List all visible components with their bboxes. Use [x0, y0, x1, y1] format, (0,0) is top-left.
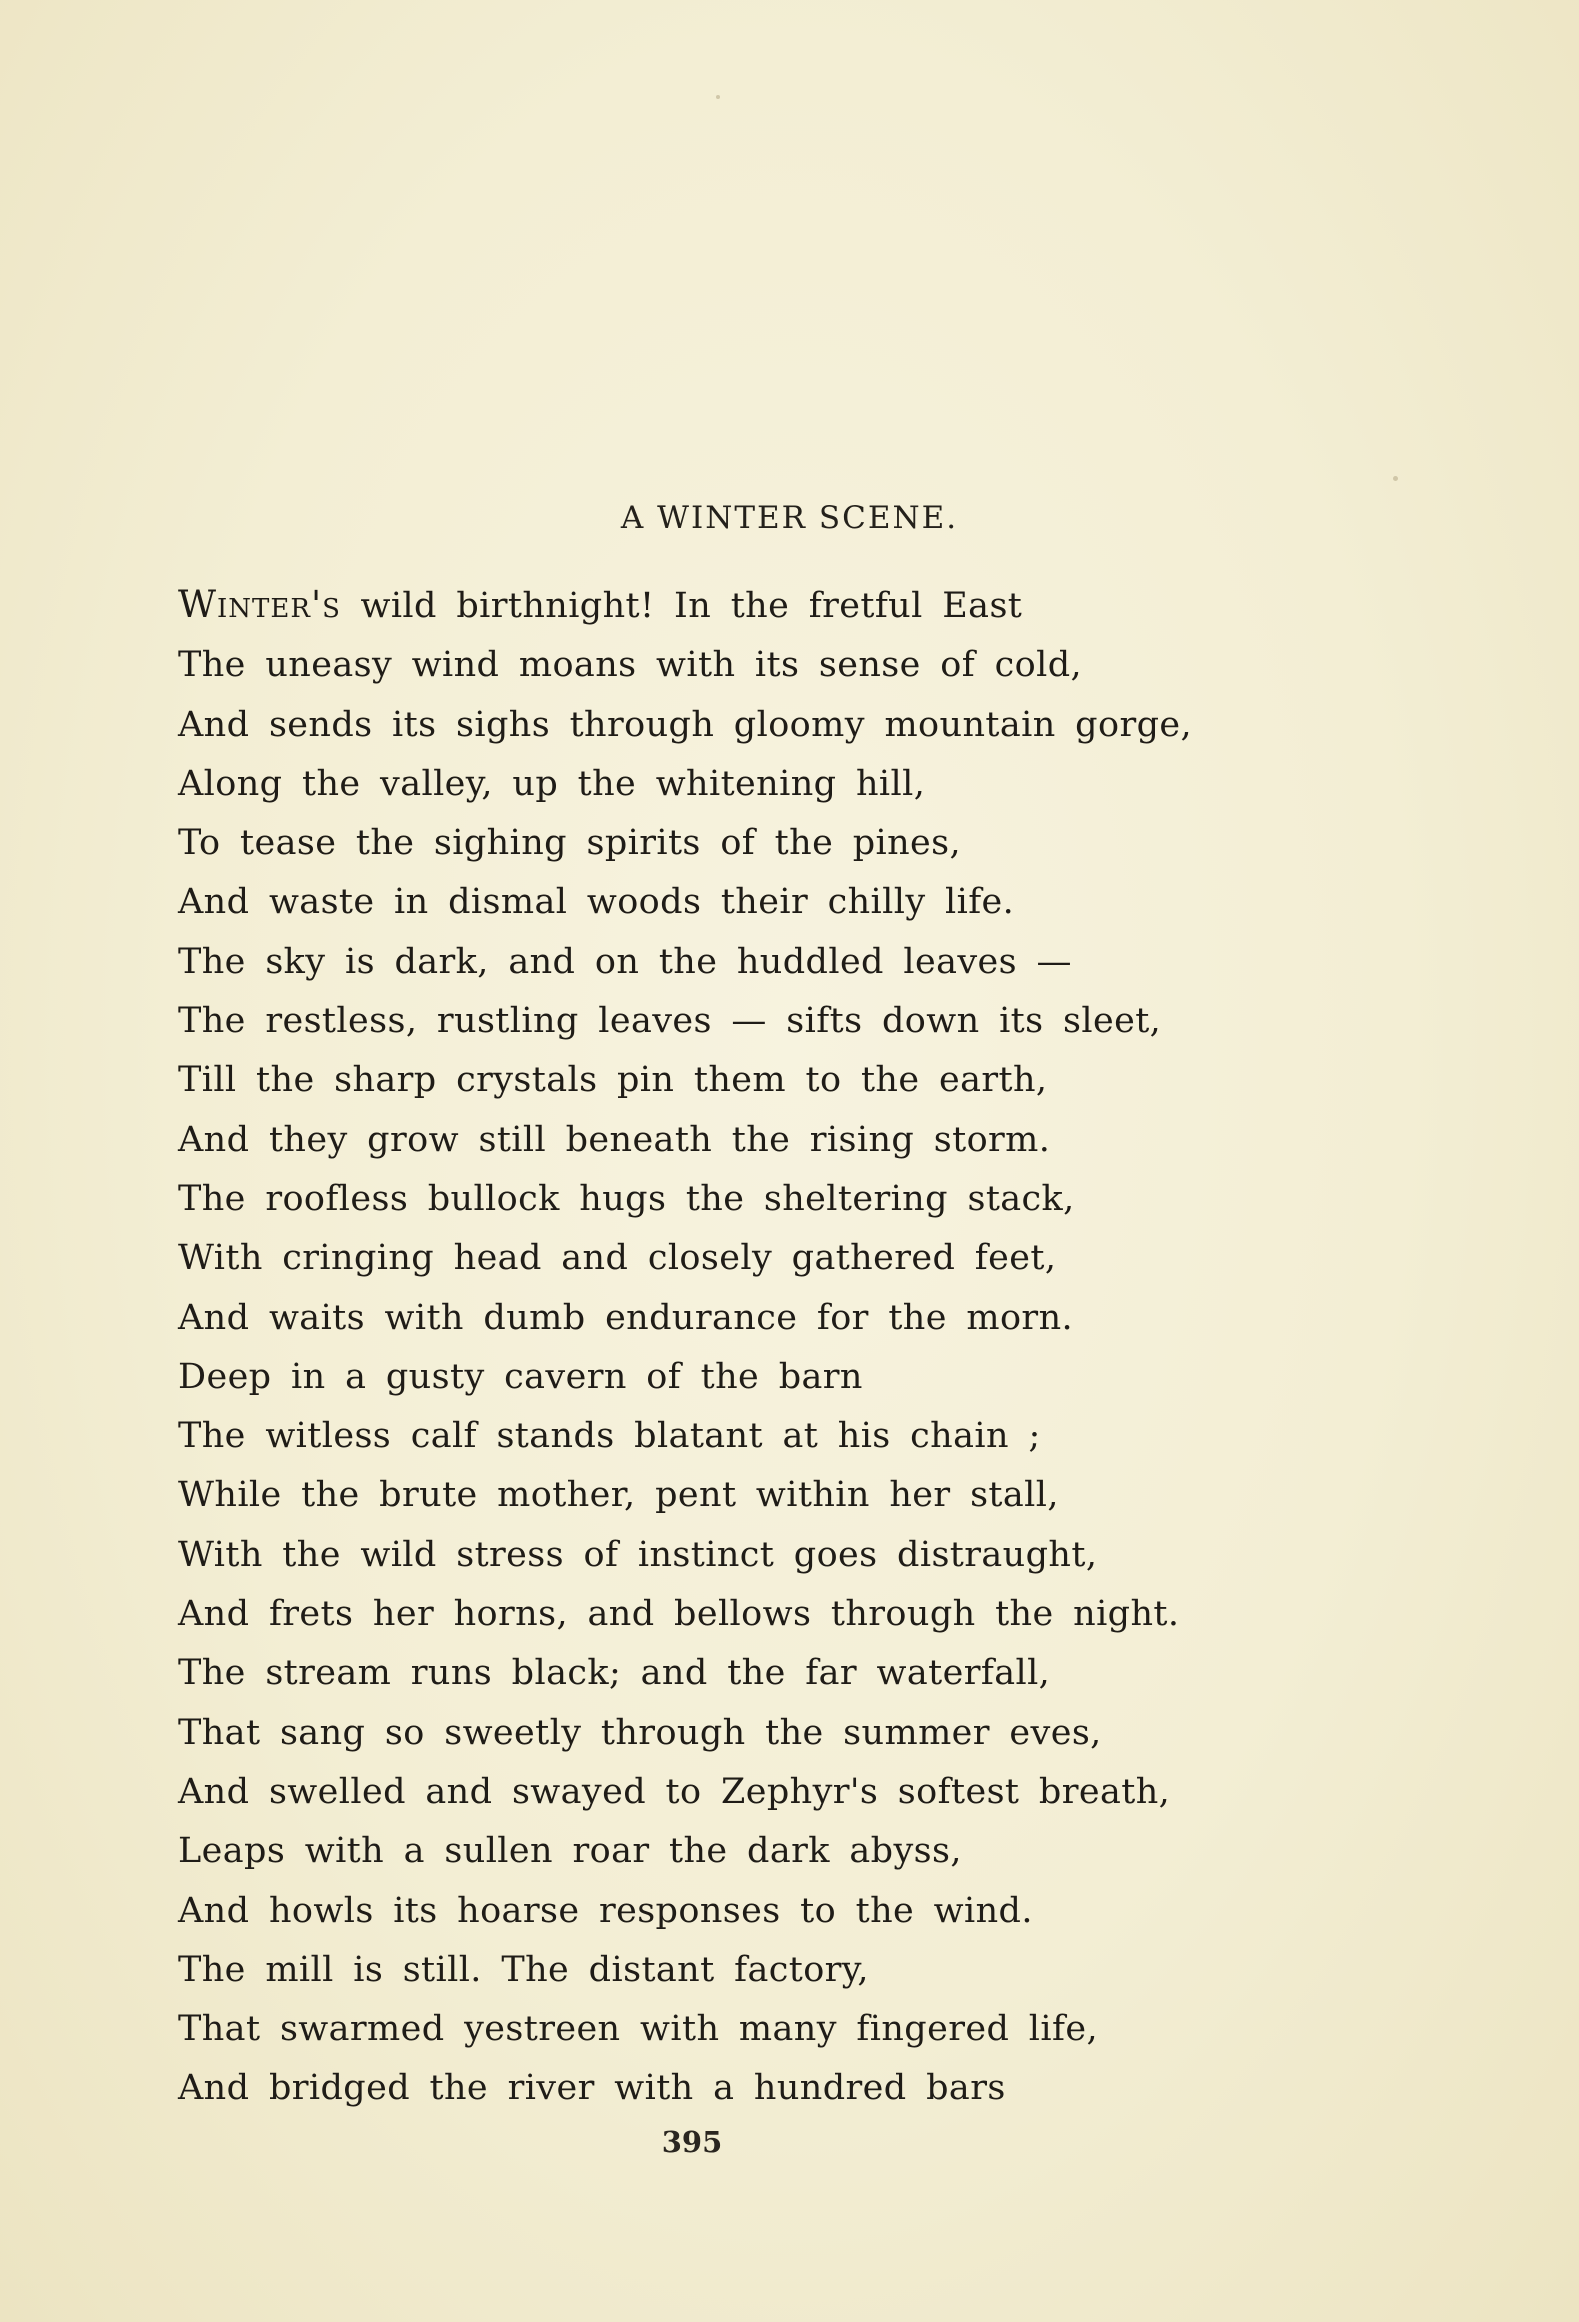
poem-body [178, 575, 1478, 2119]
poem-line: The sky is dark, and on the huddled leaves — [178, 941, 1072, 982]
poem-line: And bridged the river with a hundred bars [178, 2068, 1006, 2109]
poem-line: And sends its sighs through gloomy mountain gorge, [178, 704, 1193, 745]
paper-speck [716, 95, 720, 99]
poem-first-word: Winter's [178, 583, 341, 626]
poem-line: The roofless bullock hugs the sheltering stack, [178, 1178, 1075, 1219]
poem-line: While the brute mother, pent within her stall, [178, 1475, 1059, 1516]
poem-line [178, 575, 1478, 636]
poem-line: And frets her horns, and bellows through the night. [178, 1594, 1180, 1635]
poem-line: Till the sharp crystals pin them to the earth, [178, 1060, 1048, 1101]
poem-line: The restless, rustling leaves — sifts down its sleet, [178, 1001, 1162, 1042]
poem-line: Leaps with a sullen roar the dark abyss, [178, 1831, 962, 1872]
poem-line: And they grow still beneath the rising storm. [178, 1119, 1051, 1160]
poem-title: A WINTER SCENE. [620, 500, 959, 536]
paper-speck [1393, 476, 1398, 481]
poem-line: And waits with dumb endurance for the morn. [178, 1297, 1074, 1338]
poem-line: And swelled and swayed to Zephyr's softest breath, [178, 1771, 1171, 1812]
poem-first-line-rest: wild birthnight! In the fretful East [340, 586, 1023, 626]
poem-line: And waste in dismal woods their chilly life. [178, 882, 1015, 923]
poem-line: The stream runs black; and the far waterfall, [178, 1653, 1051, 1694]
poem-line: To tease the sighing spirits of the pines, [178, 823, 962, 864]
poem-line: And howls its hoarse responses to the wind. [178, 1890, 1033, 1931]
poem-line: With the wild stress of instinct goes distraught, [178, 1534, 1098, 1575]
poem-line: The witless calf stands blatant at his chain ; [178, 1416, 1041, 1457]
poem-line: Deep in a gusty cavern of the barn [178, 1356, 863, 1397]
poem-line: That sang so sweetly through the summer eves, [178, 1712, 1102, 1753]
page-number: 395 [661, 2125, 723, 2159]
poem-line: The uneasy wind moans with its sense of cold, [178, 645, 1083, 686]
poem-line: The mill is still. The distant factory, [178, 1949, 869, 1990]
poem-line: With cringing head and closely gathered feet, [178, 1238, 1057, 1279]
poem-line: That swarmed yestreen with many fingered life, [178, 2009, 1098, 2050]
poem-line: Along the valley, up the whitening hill, [178, 763, 926, 804]
